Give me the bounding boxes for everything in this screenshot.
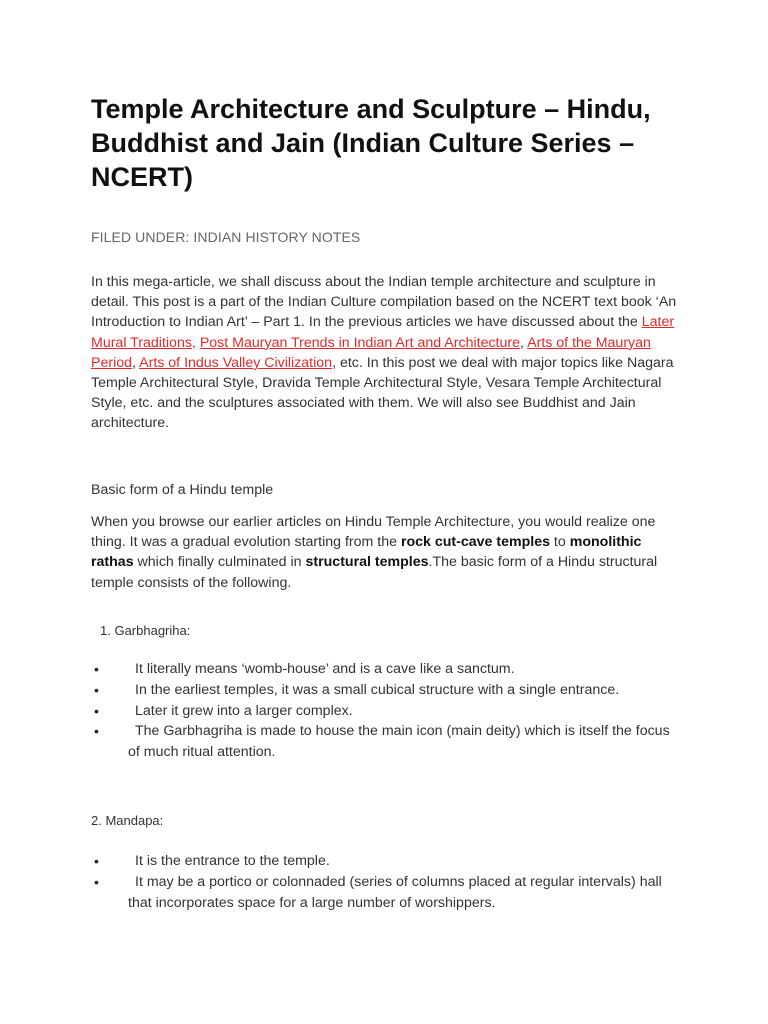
section-label-garbhagriha: 1. Garbhagriha: [100, 623, 191, 638]
link-arts-of-indus-valley[interactable]: Arts of Indus Valley Civilization [139, 354, 333, 371]
page-title: Temple Architecture and Sculpture – Hindu, Buddhist and Jain (Indian Culture Series – NCERT) [91, 94, 651, 192]
intro-text-5: , etc. In this post we deal with major topics like Nagara Temple Architectural Style, Dravida Temple Architectural Style, Vesara Temple Architectural Style, etc. and the sculptures associated with them. We will also see Buddhist and Jain architecture. [91, 354, 674, 432]
list-item [91, 701, 681, 722]
list-item-text: It is the entrance to the temple. [135, 853, 330, 869]
bold-rock-cut-cave-temples: rock cut-cave temples [400, 534, 550, 551]
bullet-icon: • [94, 723, 99, 740]
intro-text-4: , [132, 354, 140, 371]
filed-under-label: FILED UNDER: INDIAN HISTORY NOTES [91, 229, 361, 245]
intro-paragraph [91, 272, 681, 434]
list-item [91, 721, 681, 763]
list-item [91, 659, 681, 680]
evolution-paragraph [91, 512, 681, 593]
bullet-icon: • [94, 661, 99, 677]
link-post-mauryan-trends[interactable]: Post Mauryan Trends in Indian Art and Architecture [199, 334, 521, 351]
mandapa-list [91, 851, 681, 913]
list-item [91, 680, 681, 701]
evolution-text-1: When you browse our earlier articles on Hindu Temple Architecture, you would realize one thing. It was a gradual evolution starting from the [91, 514, 656, 551]
list-item-text: Later it grew into a larger complex. [135, 702, 353, 719]
section-heading: Basic form of a Hindu temple [91, 482, 274, 498]
evolution-text-3: which finally culminated in [133, 554, 306, 571]
link-arts-of-mauryan-period[interactable]: Arts of the Mauryan Period [91, 334, 651, 371]
intro-text-3: , [520, 334, 528, 351]
list-item [91, 872, 681, 914]
evolution-text-4: .The basic form of a Hindu structural temple consists of the following. [91, 554, 658, 591]
garbhagriha-list [91, 659, 681, 763]
bullet-icon: • [94, 681, 99, 698]
list-item-text: The Garbhagriha is made to house the main icon (main deity) which is itself the focus of much ritual attention. [128, 723, 670, 761]
list-item-text: It may be a portico or colonnaded (series of columns placed at regular intervals) hall that incorporates space for a large number of worshippers. [128, 873, 662, 911]
intro-text-1: In this mega-article, we shall discuss about the Indian temple architecture and sculpture in detail. This post is a part of the Indian Culture compilation based on the NCERT text book ‘An Introduction to Indian Art’ – Part 1. In the previous articles we have discussed about the [91, 274, 677, 331]
bullet-icon: • [94, 702, 99, 719]
list-item-text: It literally means ‘womb-house’ and is a cave like a sanctum. [135, 661, 515, 677]
list-item [91, 851, 681, 872]
bullet-icon: • [94, 853, 99, 869]
bold-structural-temples: structural temples [305, 554, 429, 571]
link-later-mural-traditions[interactable]: Later Mural Traditions, [91, 314, 675, 351]
list-item-text: In the earliest temples, it was a small cubical structure with a single entrance. [135, 681, 620, 698]
evolution-text-2: to [549, 534, 570, 551]
bold-monolithic-rathas: monolithic rathas [91, 534, 642, 571]
bullet-icon: • [94, 873, 99, 890]
section-label-mandapa: 2. Mandapa: [91, 813, 164, 828]
